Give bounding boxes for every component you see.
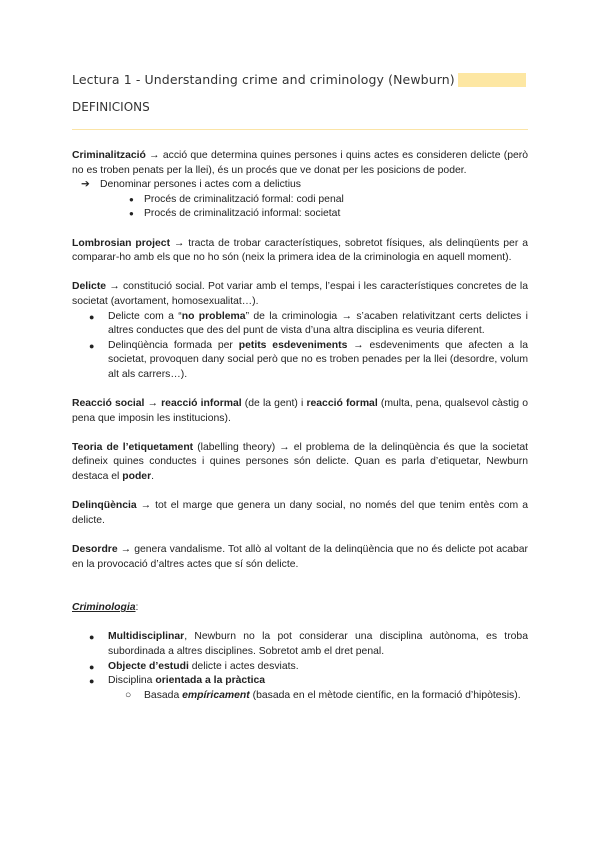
heading-divider xyxy=(72,129,528,130)
document-body xyxy=(72,149,528,703)
sub-list-item: ○ Basada empíricament (basada en el mètode científic, en la formació d’hipòtesis). xyxy=(125,689,528,704)
definition-criminalitzacio: Criminalització → acció que determina quines persones i quins actes es consideren delicte (però no es troben penats per la llei), és un procés que ve donat per les posicions de poder. xyxy=(72,150,528,176)
bullet-icon: ● xyxy=(129,194,134,204)
bullet-icon: ● xyxy=(129,209,134,219)
arrow-list-item: ➔ Denominar persones i actes com a delictius xyxy=(81,178,528,193)
definition-etiquetament: Teoria de l’etiquetament (labelling theory) → el problema de la delinqüència és que la societat defineix quines conductes i quines persones són delicte. Quan es parla d’etiquetar, Newburn destaca el poder. xyxy=(72,441,528,483)
sub-list-item: ● Procés de criminalització formal: codi penal xyxy=(129,193,528,208)
section-heading: DEFINICIONS xyxy=(72,100,150,114)
list-item: ● Delicte com a “no problema” de la criminologia → s’acaben relativitzant certs delictes i altres conductes que des del punt de vista d’una altra disciplina es veuria diferent. xyxy=(89,310,528,339)
arrow-bullet-icon: ➔ xyxy=(81,179,90,191)
bullet-icon: ● xyxy=(89,632,95,643)
term: Criminalització xyxy=(72,150,146,161)
definition-lombrosian: Lombrosian project → tracta de trobar característiques, sobretot físiques, als delinqüents per a comparar-ho amb els que no ho són (neix la primera idea de la criminologia en aquell moment). xyxy=(72,237,528,264)
definition-reaccio: Reacció social → reacció informal (de la gent) i reacció formal (multa, pena, qualsevol càstig o pena que imposin les institucions). xyxy=(72,398,528,424)
list-item: ● Multidisciplinar, Newburn no la pot considerar una disciplina autònoma, es troba subordinada a altres disciplines. Sobretot amb el dret penal. xyxy=(89,630,528,659)
definition-desordre: Desordre → genera vandalisme. Tot allò al voltant de la delinqüència que no és delicte pot acabar en la provocació d’altres actes que sí són delicte. xyxy=(72,544,528,570)
bullet-icon: ● xyxy=(89,311,95,322)
list-item: ● Disciplina orientada a la pràctica xyxy=(89,674,528,689)
title-row xyxy=(72,71,526,89)
list-item: ● Objecte d’estudi delicte i actes desviats. xyxy=(89,660,528,675)
bullet-icon: ● xyxy=(89,340,95,351)
hollow-bullet-icon: ○ xyxy=(125,689,132,701)
title-highlight xyxy=(458,73,526,87)
criminologia-heading: Criminologia: xyxy=(72,602,139,614)
definition-delicte: Delicte → constitució social. Pot variar amb el temps, l’espai i les característiques concretes de la societat (avortament, homosexualitat…). xyxy=(72,281,528,307)
sub-list-item: ● Procés de criminalització informal: societat xyxy=(129,207,528,222)
bullet-icon: ● xyxy=(89,676,95,687)
definition-delinquencia: Delinqüència → tot el marge que genera un dany social, no només del que tenim entès com a delicte. xyxy=(72,500,528,526)
page-title: Lectura 1 - Understanding crime and criminology (Newburn) xyxy=(72,71,455,87)
bullet-icon: ● xyxy=(89,661,95,672)
list-item: ● Delinqüència formada per petits esdeveniments → esdeveniments que afecten a la societat, provoquen dany social però que no es troben penades per la llei (desordre, volum alt als carrers…). xyxy=(89,339,528,383)
